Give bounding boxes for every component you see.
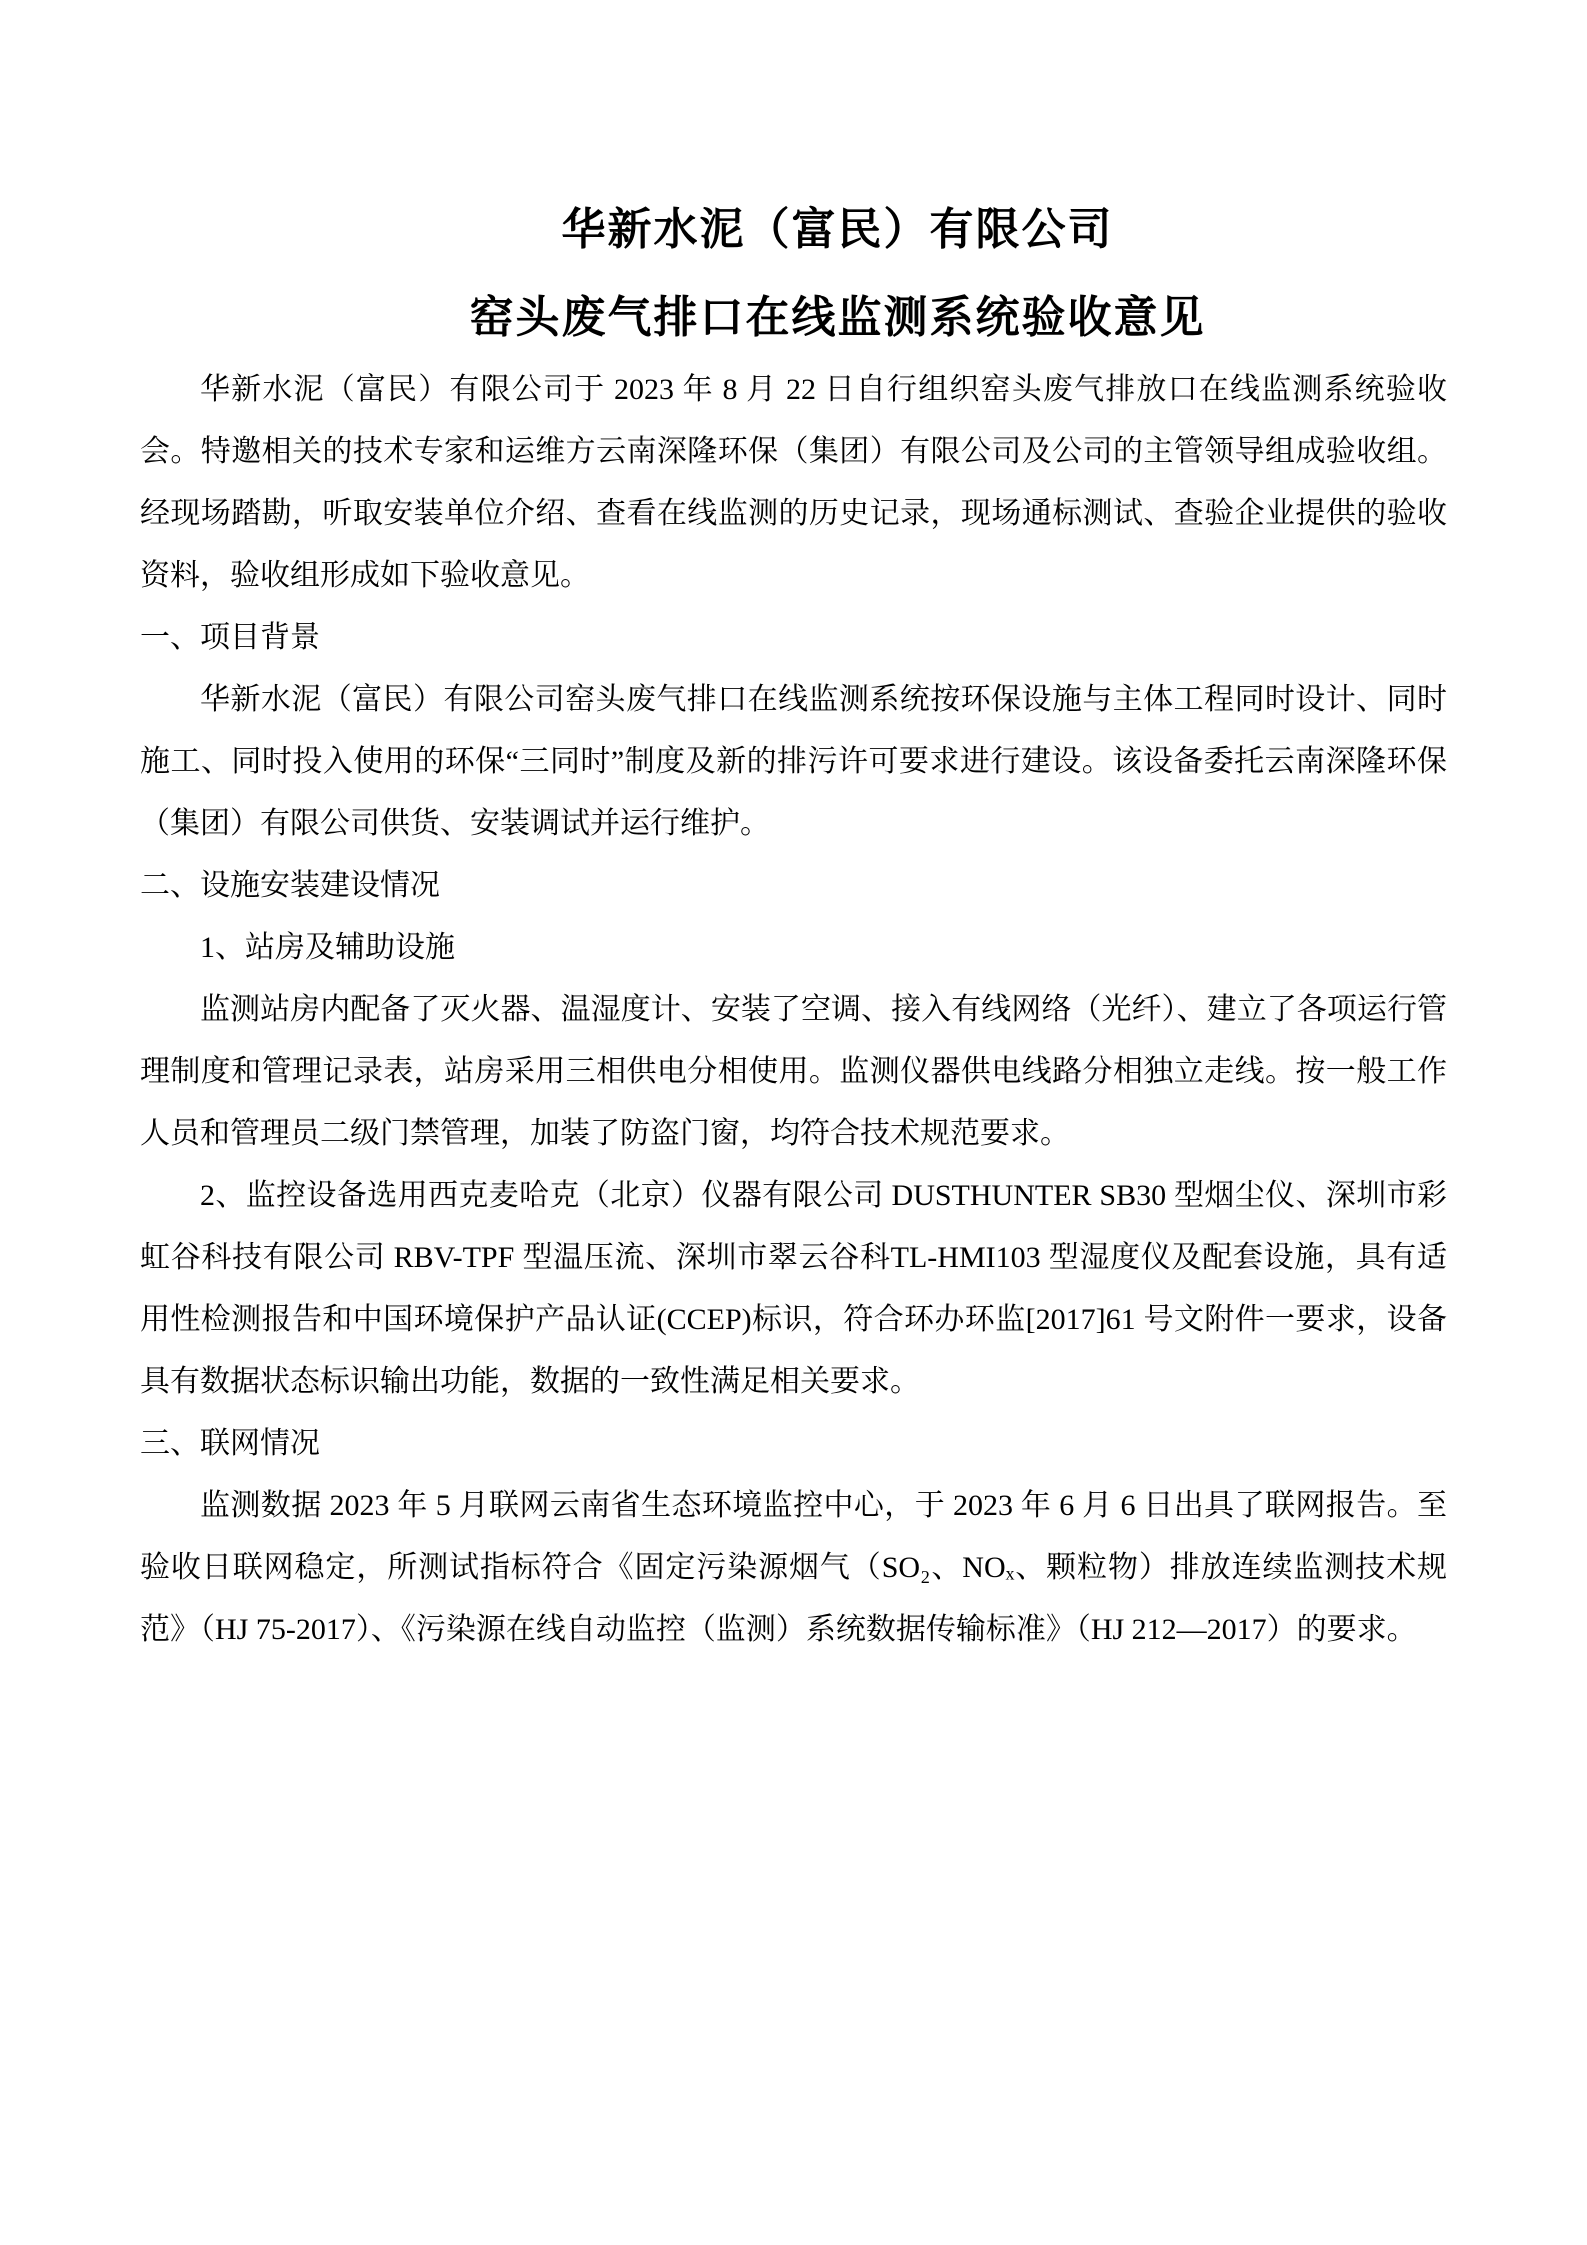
section-3-paragraph: 监测数据 2023 年 5 月联网云南省生态环境监控中心，于 2023 年 6 月 6 日出具了联网报告。至验收日联网稳定，所测试指标符合《固定污染源烟气（SO₂、NOₓ、颗粒物）排放连续监测技术规范》（HJ 75-2017）、《污染源在线自动监控（监测）系统数据传输标准》（HJ 212—2017）的要求。 (140, 1489, 1447, 1646)
subsection-2-2-paragraph: 2、监控设备选用西克麦哈克（北京）仪器有限公司 DUSTHUNTER SB30 型烟尘仪、深圳市彩虹谷科技有限公司 RBV-TPF 型温压流、深圳市翠云谷科TL-HMI103 型湿度仪及配套设施，具有适用性检测报告和中国环境保护产品认证(CCEP)标识，符合环办环监[2017]61 号文附件一要求，设备具有数据状态标识输出功能，数据的一致性满足相关要求。 (140, 1179, 1447, 1398)
subsection-2-1-heading: 1、站房及辅助设施 (200, 931, 455, 964)
section-1-paragraph: 华新水泥（富民）有限公司窑头废气排口在线监测系统按环保设施与主体工程同时设计、同时施工、同时投入使用的环保“三同时”制度及新的排污许可要求进行建设。该设备委托云南深隆环保（集团）有限公司供货、安装调试并运行维护。 (140, 683, 1447, 840)
section-1-heading: 一、项目背景 (140, 621, 320, 654)
document-title: 华新水泥（富民）有限公司 (561, 205, 1114, 254)
document-subtitle: 窑头废气排口在线监测系统验收意见 (469, 293, 1206, 342)
section-2-heading: 二、设施安装建设情况 (140, 869, 440, 902)
section-3-heading: 三、联网情况 (140, 1427, 320, 1460)
intro-paragraph: 华新水泥（富民）有限公司于 2023 年 8 月 22 日自行组织窑头废气排放口在线监测系统验收会。特邀相关的技术专家和运维方云南深隆环保（集团）有限公司及公司的主管领导组成验收组。经现场踏勘，听取安装单位介绍、查看在线监测的历史记录，现场通标测试、查验企业提供的验收资料，验收组形成如下验收意见。 (140, 373, 1447, 592)
subsection-2-1-paragraph: 监测站房内配备了灭火器、温湿度计、安装了空调、接入有线网络（光纤）、建立了各项运行管理制度和管理记录表，站房采用三相供电分相使用。监测仪器供电线路分相独立走线。按一般工作人员和管理员二级门禁管理，加装了防盗门窗，均符合技术规范要求。 (140, 993, 1447, 1150)
